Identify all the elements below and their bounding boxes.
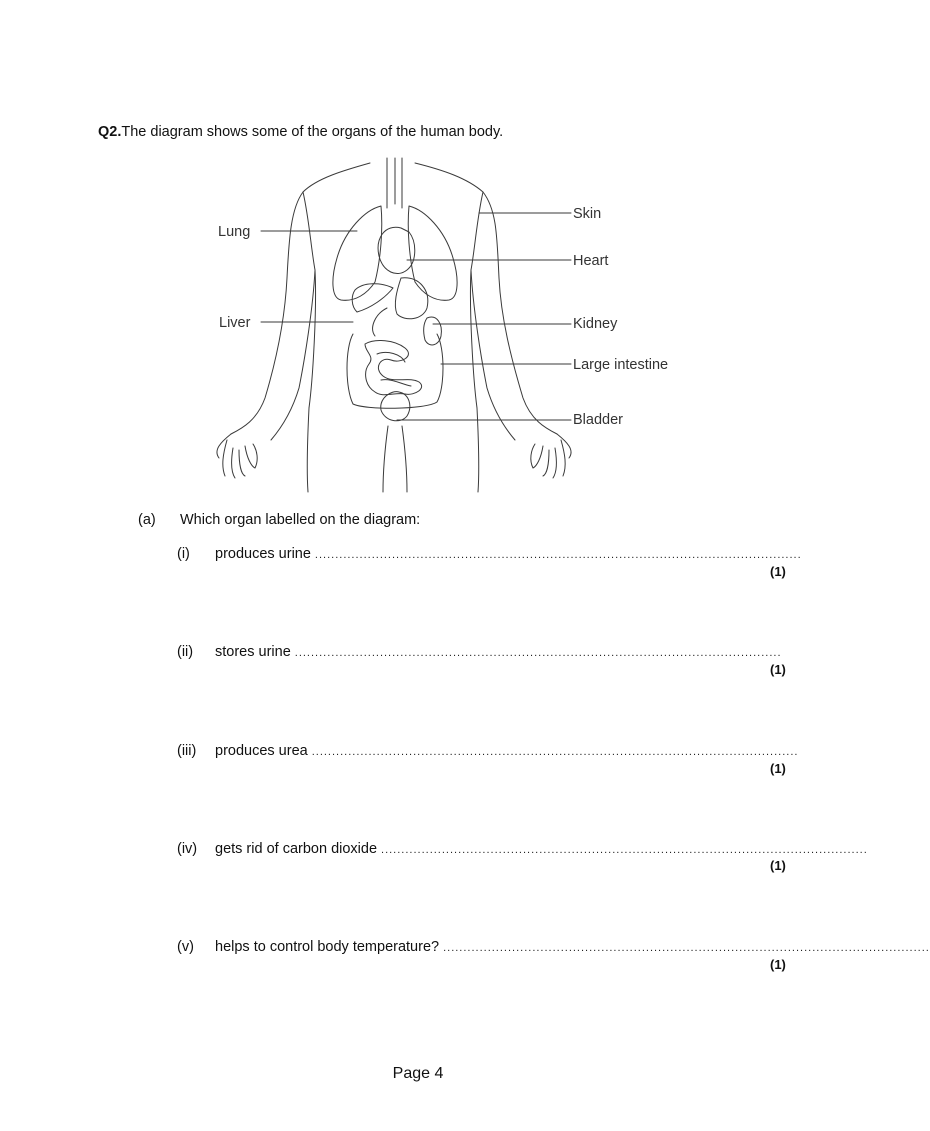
subquestion-ii (177, 644, 782, 660)
label-bladder: Bladder (573, 412, 623, 428)
subquestion-prompt: produces urea (215, 743, 308, 759)
answer-line[interactable]: ........................................................................................................................ (311, 746, 799, 758)
answer-line[interactable]: ........................................................................................................................ (381, 844, 868, 856)
subquestion-prompt: helps to control body temperature? (215, 939, 440, 955)
label-lung: Lung (218, 224, 251, 240)
label-large-intestine: Large intestine (573, 357, 669, 373)
subquestion-v (177, 939, 930, 955)
label-liver: Liver (219, 315, 251, 331)
body-outline-figure (205, 158, 690, 492)
subquestion-number: (v) (177, 939, 194, 955)
part-a-label: (a) (138, 512, 156, 528)
answer-line[interactable]: ........................................................................................................................ (294, 647, 782, 659)
question-number: Q2. (98, 124, 122, 140)
subquestion-prompt: stores urine (215, 644, 291, 660)
part-a-text: Which organ labelled on the diagram: (180, 512, 421, 528)
mark-allocation: (1) (770, 564, 786, 579)
question-stem: The diagram shows some of the organs of the human body. (121, 124, 504, 140)
question-title (98, 124, 503, 140)
page-number: Page 4 (392, 1065, 444, 1082)
mark-allocation: (1) (770, 858, 786, 873)
subquestion-prompt: produces urine (215, 546, 311, 562)
subquestion-number: (iii) (177, 743, 197, 759)
mark-allocation: (1) (770, 662, 786, 677)
subquestion-number: (ii) (177, 644, 194, 660)
subquestion-iii (177, 743, 799, 759)
label-heart: Heart (573, 253, 609, 269)
mark-allocation: (1) (770, 761, 786, 776)
subquestion-iv (177, 841, 868, 857)
label-kidney: Kidney (573, 316, 618, 332)
mark-allocation: (1) (770, 957, 786, 972)
subquestion-prompt: gets rid of carbon dioxide (215, 841, 378, 857)
label-skin: Skin (573, 206, 602, 222)
subquestion-i (177, 546, 802, 562)
human-body-diagram (205, 158, 690, 492)
answer-line[interactable]: ........................................................................................................................ (443, 942, 930, 954)
part-a-heading (138, 512, 420, 528)
answer-line[interactable]: ........................................................................................................................ (314, 549, 802, 561)
subquestion-number: (i) (177, 546, 190, 562)
subquestion-number: (iv) (177, 841, 198, 857)
